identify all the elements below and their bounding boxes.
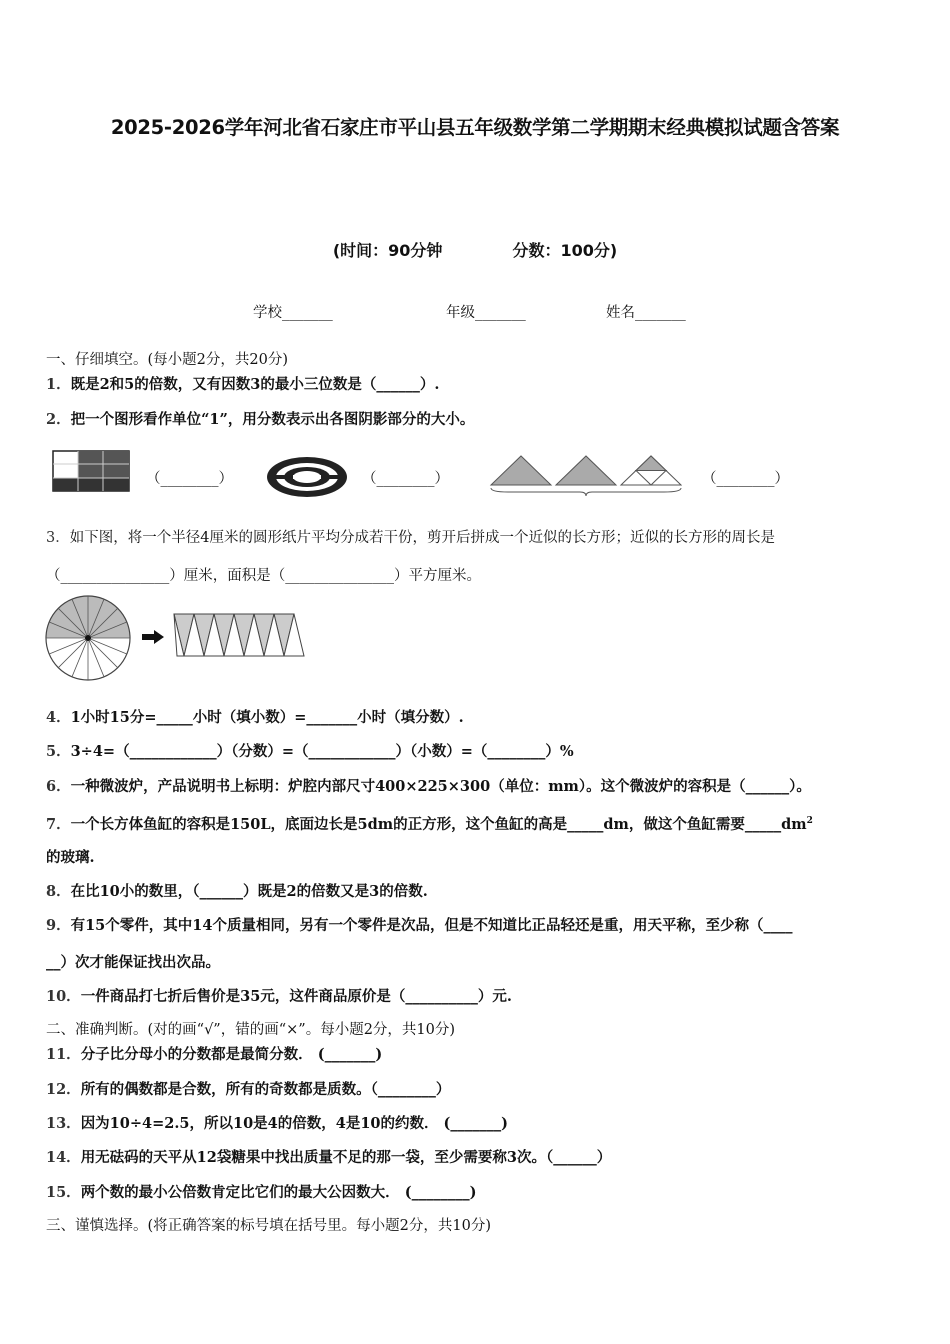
question-text: 一个长方体鱼缸的容积是150L，底面边长是5dm的正方形，这个鱼缸的高是_____dm，做这个鱼缸需要_____dm (70, 815, 807, 833)
question-number: 3． (46, 530, 70, 546)
time-label: (时间：90分钟 (332, 241, 443, 260)
question-text: 把一个图形看作单位“1”，用分数表示出各图阴影部分的大小。 (70, 411, 475, 428)
triangles-figure (488, 452, 682, 496)
question-text: 因为10÷4=2.5，所以10是4的倍数，4是10的约数． (_______) (80, 1115, 509, 1132)
question-number: 12． (46, 1081, 81, 1098)
name-field: 姓名_______ (606, 305, 686, 321)
question-text: 分子比分母小的分数都是最简分数． (_______) (80, 1046, 383, 1063)
school-field: 学校_______ (253, 305, 333, 321)
question-12 (46, 1080, 450, 1100)
question-8 (46, 882, 428, 902)
question-10 (46, 987, 512, 1007)
blank-figure-1: （________） (146, 471, 233, 487)
question-7 (46, 811, 813, 835)
score-label: 分数：100分) (512, 241, 618, 260)
question-2 (46, 410, 474, 430)
section-2-heading: 二、准确判断。(对的画“√”，错的画“×”。每小题2分，共10分) (46, 1022, 456, 1038)
question-number: 2． (46, 411, 71, 428)
grade-field: 年级_______ (446, 305, 526, 321)
blank-figure-2: （________） (362, 471, 449, 487)
question-text: 在比10小的数里，（______）既是2的倍数又是3的倍数. (70, 883, 428, 900)
question-number: 10． (46, 988, 81, 1005)
question-number: 8． (46, 883, 71, 900)
question-number: 4． (46, 709, 71, 726)
question-text: 如下图，将一个半径4厘米的圆形纸片平均分成若干份，剪开后拼成一个近似的长方形；近似的长方形的周长是 (69, 530, 775, 546)
question-text: 1小时15分=_____小时（填小数）=_______小时（填分数）. (70, 709, 464, 726)
question-5 (46, 742, 574, 762)
grid-shaded-figure (52, 450, 130, 492)
question-11 (46, 1045, 382, 1065)
question-1 (46, 375, 439, 395)
blank-figure-3: （________） (702, 471, 789, 487)
question-text: 用无砝码的天平从12袋糖果中找出质量不足的那一袋，至少需要称3次。（______） (80, 1149, 612, 1166)
exam-subtitle (0, 238, 950, 261)
section-1-heading: 一、仔细填空。(每小题2分，共20分) (46, 352, 288, 368)
question-text: 一种微波炉，产品说明书上标明：炉腔内部尺寸400×225×300（单位：mm）。这个微波炉的容积是（______）。 (70, 778, 811, 795)
question-number: 9． (46, 917, 71, 934)
question-3 (46, 528, 775, 548)
question-text: 有15个零件，其中14个质量相同，另有一个零件是次品，但是不知道比正品轻还是重，用天平称，至少称（____ (70, 917, 793, 934)
ellipse-target-figure (266, 456, 348, 498)
question-14 (46, 1148, 611, 1168)
question-number: 13． (46, 1115, 81, 1132)
question-number: 14． (46, 1149, 81, 1166)
question-3-continued: （_______________）厘米，面积是（_______________）平方厘米。 (46, 568, 481, 584)
question-text: 一件商品打七折后售价是35元，这件商品原价是（__________）元. (80, 988, 512, 1005)
question-13 (46, 1114, 508, 1134)
question-4 (46, 708, 464, 728)
question-text: 所有的偶数都是合数，所有的奇数都是质数。（________） (80, 1081, 451, 1098)
question-9 (46, 916, 792, 936)
question-number: 15． (46, 1184, 81, 1201)
question-number: 5． (46, 743, 71, 760)
question-15 (46, 1183, 476, 1203)
question-text: 两个数的最小公倍数肯定比它们的最大公因数大． (________) (80, 1184, 477, 1201)
question-number: 6． (46, 778, 71, 795)
question-text: 3÷4=（____________）（分数）=（____________）（小数）=（________）% (70, 743, 574, 760)
question-text: 既是2和5的倍数，又有因数3的最小三位数是（______）. (70, 376, 440, 393)
question-text-superscript: 2 (806, 816, 813, 826)
circle-to-rectangle-figure (44, 594, 308, 682)
question-number: 1． (46, 376, 71, 393)
exam-title: 2025-2026学年河北省石家庄市平山县五年级数学第二学期期末经典模拟试题含答案 (110, 116, 840, 139)
section-3-heading: 三、谨慎选择。(将正确答案的标号填在括号里。每小题2分，共10分) (46, 1218, 491, 1234)
question-7-continued: 的玻璃. (46, 849, 95, 866)
question-9-continued: __）次才能保证找出次品。 (46, 954, 220, 971)
question-number: 11． (46, 1046, 81, 1063)
question-6 (46, 777, 811, 797)
question-number: 7． (46, 815, 71, 833)
